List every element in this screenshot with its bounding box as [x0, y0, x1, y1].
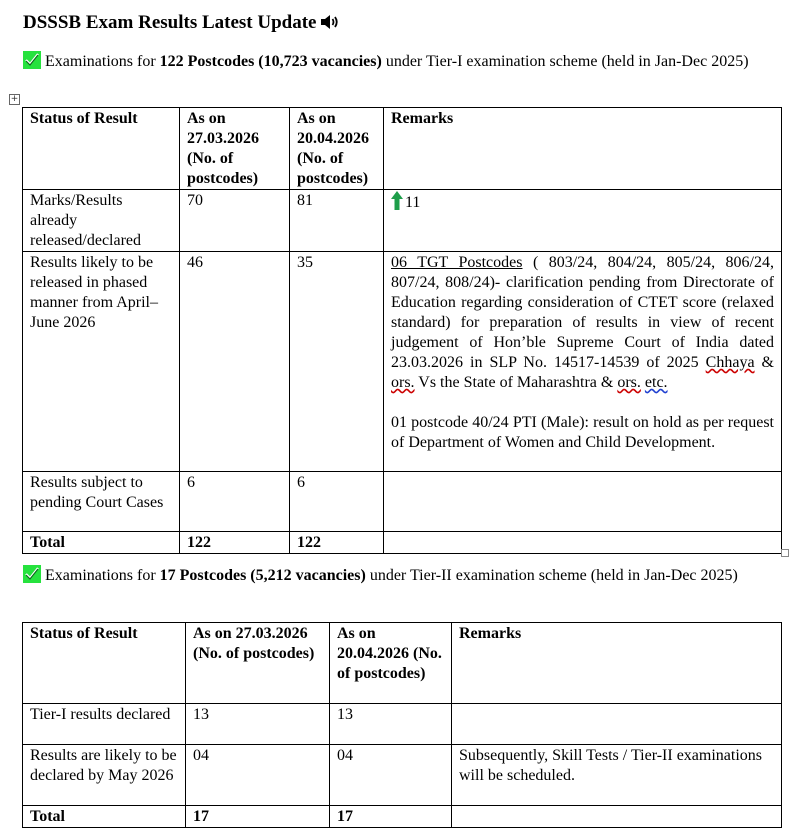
remark-text: &: [754, 354, 774, 371]
cell-value: 70: [180, 190, 290, 252]
header-date1: As on 27.03.2026 (No. of postcodes): [180, 108, 290, 190]
header-date1: As on 27.03.2026 (No. of postcodes): [186, 623, 330, 704]
total-value: 17: [330, 806, 452, 828]
increase-count: 11: [405, 194, 421, 211]
table-row: [23, 190, 782, 252]
cell-status: Results subject to pending Court Cases: [23, 472, 180, 532]
remark-text: ( 803/24, 804/24, 805/24, 806/24, 807/24, 808/24)- clarification pending from Directorate of Education regarding consideration of CTET score (relaxed standard) for preparation of results in view of recent judgement of Hon’ble Supreme Court of India dated 23.03.2026 in SLP No. 14517-14539 of 2025: [391, 254, 774, 371]
cell-remark: [384, 532, 782, 554]
page-title-text: DSSSB Exam Results Latest Update: [23, 12, 317, 33]
total-row: [23, 532, 782, 554]
cell-value: 04: [186, 745, 330, 806]
cell-value: 13: [186, 704, 330, 745]
tgt-postcodes-link[interactable]: 06 TGT Postcodes: [391, 254, 523, 271]
total-value: 122: [290, 532, 384, 554]
cell-value: 6: [180, 472, 290, 532]
cell-remark: [452, 704, 782, 745]
tier1-results-table: [22, 107, 782, 554]
table-row: [23, 745, 782, 806]
cell-status: Results likely to be released in phased manner from April–June 2026: [23, 252, 180, 472]
total-label: Total: [23, 806, 186, 828]
spell-flag: ors.: [617, 374, 641, 391]
section1-intro: [23, 51, 753, 73]
table-resize-handle[interactable]: [781, 549, 789, 557]
cell-status: Results are likely to be declared by May 2026: [23, 745, 186, 806]
cell-value: 6: [290, 472, 384, 532]
check-box-icon: [23, 565, 41, 583]
table-move-handle-icon[interactable]: +: [10, 94, 19, 104]
section1-intro-bold: 122 Postcodes (10,723 vacancies): [159, 53, 382, 70]
cell-value: 81: [290, 190, 384, 252]
remark-paragraph-2: 01 postcode 40/24 PTI (Male): result on hold as per request of Department of Women and Child Development.: [391, 414, 774, 451]
total-label: Total: [23, 532, 180, 554]
spell-flag: Chhaya: [705, 354, 755, 371]
cell-value: 46: [180, 252, 290, 472]
total-row: [23, 806, 782, 828]
green-up-arrow-icon: [391, 191, 403, 216]
cell-value: 13: [330, 704, 452, 745]
check-box-icon: [23, 51, 41, 69]
page-title: [23, 10, 340, 39]
header-status: Status of Result: [23, 623, 186, 704]
section2-intro-post: under Tier-II examination scheme (held in Jan-Dec 2025): [365, 567, 738, 584]
table-row: [23, 704, 782, 745]
table-row: [23, 472, 782, 532]
section2-intro: [23, 565, 753, 587]
section1-intro-post: under Tier-I examination scheme (held in Jan-Dec 2025): [381, 53, 749, 70]
header-remarks: Remarks: [384, 108, 782, 190]
spell-flag: ors.: [391, 374, 415, 391]
cell-value: 35: [290, 252, 384, 472]
table-header-row: [23, 108, 782, 190]
speaker-icon: [320, 13, 340, 39]
table-header-row: [23, 623, 782, 704]
cell-remark: [384, 252, 782, 472]
section2-intro-bold: 17 Postcodes (5,212 vacancies): [159, 567, 366, 584]
section1-intro-pre: Examinations for: [45, 53, 160, 70]
cell-status: Marks/Results already released/declared: [23, 190, 180, 252]
remark-text: Vs the State of Maharashtra &: [414, 374, 618, 391]
table-row: [23, 252, 782, 472]
cell-remark: [452, 806, 782, 828]
total-value: 17: [186, 806, 330, 828]
cell-value: 04: [330, 745, 452, 806]
cell-remark: [384, 472, 782, 532]
cell-status: Tier-I results declared: [23, 704, 186, 745]
cell-remark: Subsequently, Skill Tests / Tier-II examinations will be scheduled.: [452, 745, 782, 806]
remark-paragraph-1: [391, 253, 774, 393]
grammar-flag: etc.: [644, 374, 668, 391]
header-date2: As on 20.04.2026 (No. of postcodes): [290, 108, 384, 190]
header-date2: As on 20.04.2026 (No. of postcodes): [330, 623, 452, 704]
cell-remark: [384, 190, 782, 252]
total-value: 122: [180, 532, 290, 554]
section2-intro-pre: Examinations for: [45, 567, 160, 584]
header-status: Status of Result: [23, 108, 180, 190]
header-remarks: Remarks: [452, 623, 782, 704]
tier2-results-table: [22, 622, 782, 828]
